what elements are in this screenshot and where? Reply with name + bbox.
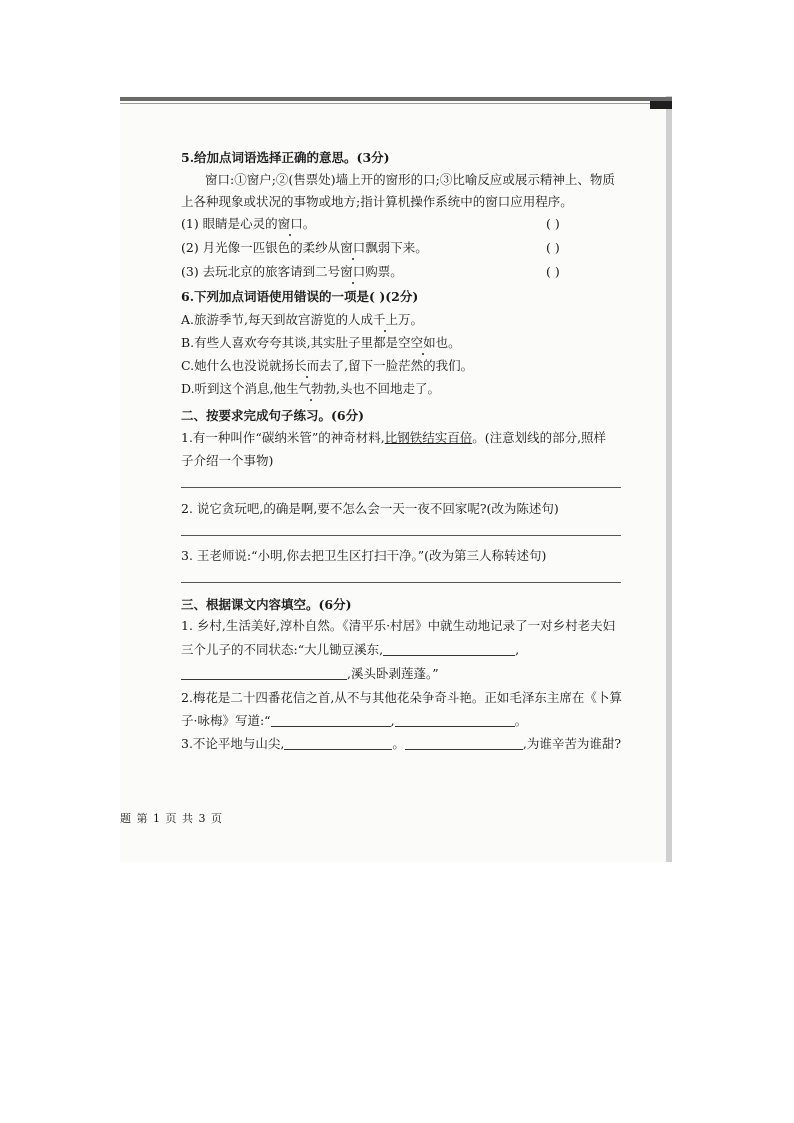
q5-item-3 (181, 264, 403, 280)
dotted-word: 生气勃勃 (286, 381, 337, 396)
s3-q1-line2-text: 三个儿子的不同状态:“大儿锄豆溪东, (181, 642, 384, 657)
s2-q1-line2: 子介绍一个事物) (181, 453, 274, 468)
s3-q1-line1: 1. 乡村,生活美好,淳朴自然。《清平乐·村居》中就生动地记录了一对乡村老夫妇 (181, 618, 616, 633)
q6-option-a-text: A.旅游季节,每天到故宫游览的人 (181, 312, 361, 327)
q6-option-b-end: 。 (448, 335, 461, 350)
q5-item-2-answer[interactable]: ( ) (546, 240, 560, 255)
q6-option-b-text: B.有些人喜欢夸夸其谈,其实肚子里都是 (181, 335, 399, 350)
s2-q2: 2. 说它贪玩吧,的确是啊,要不怎么会一天一夜不回家呢?(改为陈述句) (181, 501, 559, 516)
q5-item-1-answer[interactable]: ( ) (546, 216, 560, 231)
s3-q2-line2-text: 子·咏梅》写道:“ (181, 713, 271, 728)
q6-option-d[interactable] (181, 381, 440, 397)
s3-q3-end: ,为谁辛苦为谁甜? (522, 736, 622, 751)
s2-q3-answer-line[interactable] (181, 582, 621, 583)
q5-item-1 (181, 216, 315, 232)
dotted-word: 成千上万 (360, 312, 411, 327)
section2-title: 二、按要求完成句子练习。(6分) (181, 408, 365, 423)
fill-blank[interactable] (181, 667, 347, 680)
s3-q2-line2 (181, 713, 527, 729)
page-footer: 题 第 1 页 共 3 页 (120, 812, 223, 825)
q5-definition-line1: 窗口:①窗户;②(售票处)墙上开的窗形的口;③比喻反应或展示精神上、物质 (205, 172, 615, 187)
fill-blank[interactable] (284, 737, 392, 750)
s3-q1-line2 (181, 642, 519, 658)
s3-q3-text: 3.不论平地与山尖, (181, 736, 285, 751)
dotted-word: 窗口 (340, 240, 366, 255)
q6-option-c[interactable] (181, 358, 473, 374)
s3-q1-line3 (181, 666, 439, 682)
s3-q1-line2-end: , (515, 642, 520, 657)
s3-q1-line3-end: ,溪头卧剥莲蓬。” (347, 666, 439, 681)
dotted-word: 窗口 (340, 264, 366, 279)
s2-q2-answer-line[interactable] (181, 535, 621, 536)
fill-blank[interactable] (405, 737, 523, 750)
q6-option-c-text: C.她什么也没说就 (181, 358, 282, 373)
q6-option-c-end: 了,留下一脸茫然的我们。 (331, 358, 474, 373)
top-border-line-thin (120, 103, 650, 104)
q5-item-1-text: (1) 眼睛是心灵的 (181, 216, 278, 231)
s2-q1-instruction: 。(注意划线的部分,照样 (472, 430, 607, 445)
s2-q1-text: 1.有一种叫作“碳纳米管”的神奇材料, (181, 430, 385, 445)
corner-mark (650, 101, 672, 109)
fill-blank[interactable] (395, 714, 515, 727)
q6-option-a[interactable] (181, 312, 423, 328)
s3-q2-end: 。 (514, 713, 528, 728)
underlined-phrase: 比钢铁结实百倍 (384, 430, 473, 445)
s3-q2-comma: , (390, 713, 395, 728)
s2-q1-line1 (181, 430, 606, 446)
fill-blank[interactable] (271, 714, 391, 727)
section3-title: 三、根据课文内容填空。(6分) (181, 597, 352, 612)
q5-item-3-answer[interactable]: ( ) (546, 264, 560, 279)
q5-item-2-end: 飘弱下来。 (365, 240, 428, 255)
dotted-word: 空空如也 (398, 335, 449, 350)
q5-item-1-end: 。 (302, 216, 316, 231)
dotted-word: 窗口 (277, 216, 303, 231)
q6-title: 6.下列加点词语使用错误的一项是( )(2分) (181, 289, 419, 304)
dotted-word: 扬长而去 (281, 358, 332, 373)
q6-option-d-text: D.听到这个消息,他 (181, 381, 287, 396)
q5-title: 5.给加点词语选择正确的意思。(3分) (181, 150, 390, 165)
top-border-line (120, 97, 672, 101)
q5-item-2 (181, 240, 428, 256)
s2-q1-answer-line[interactable] (181, 487, 621, 488)
q5-item-3-text: (3) 去玩北京的旅客请到二号 (181, 264, 341, 279)
q6-option-b[interactable] (181, 335, 461, 351)
q5-item-2-text: (2) 月光像一匹银色的柔纱从 (181, 240, 341, 255)
q5-definition-line2: 上各种现象或状况的事物或地方;指计算机操作系统中的窗口应用程序。 (181, 194, 573, 209)
s3-q3 (181, 736, 621, 752)
q5-item-3-end: 购票。 (365, 264, 403, 279)
q6-option-d-end: ,头也不回地走了。 (336, 381, 441, 396)
s3-q2-line1: 2.梅花是二十四番花信之首,从不与其他花朵争奇斗艳。正如毛泽东主席在《卜算 (181, 690, 622, 705)
s3-q3-period: 。 (392, 736, 405, 751)
s2-q3: 3. 王老师说:“小明,你去把卫生区打扫干净。”(改为第三人称转述句) (181, 548, 547, 563)
fill-blank[interactable] (383, 643, 515, 656)
q6-option-a-end: 。 (410, 312, 424, 327)
